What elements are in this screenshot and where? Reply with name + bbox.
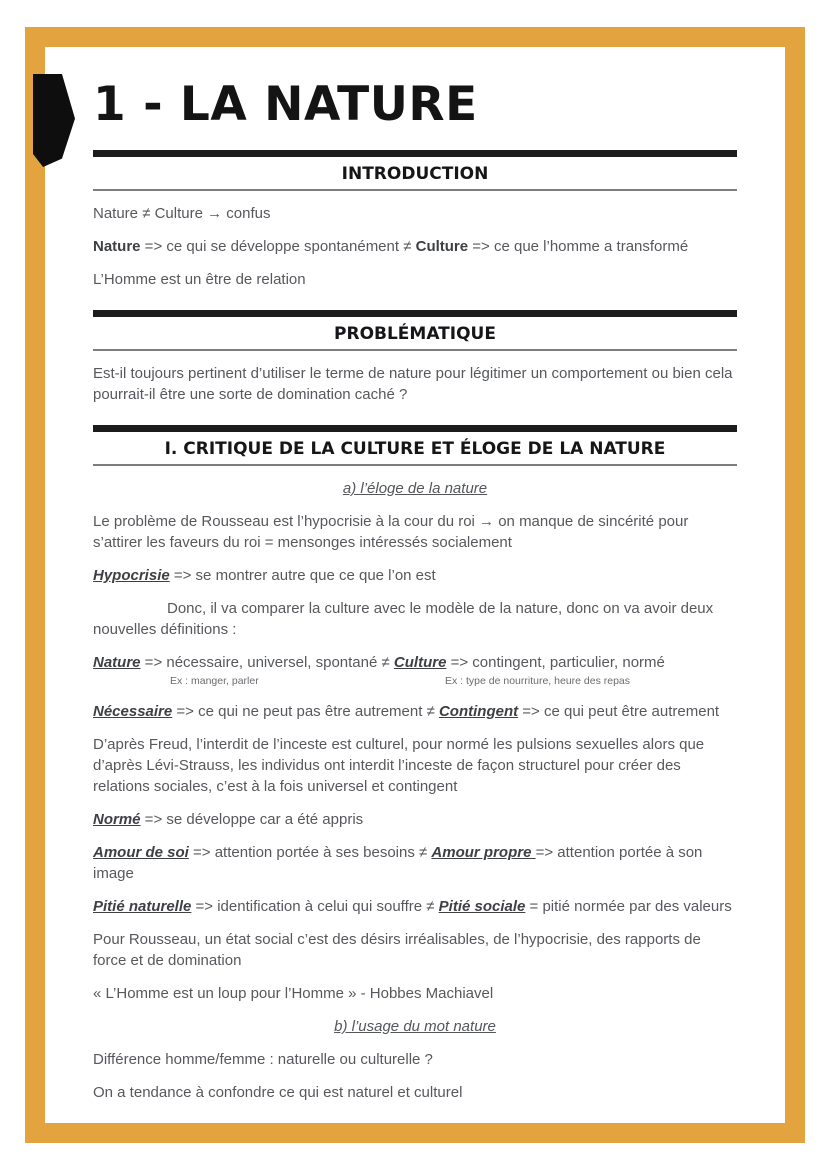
- definition-nature-text-2: => contingent, particulier, normé: [446, 654, 665, 671]
- intro-line-2-text-1: => ce qui se développe spontanément ≠: [140, 238, 416, 255]
- paragraph-donc-text: Donc, il va comparer la culture avec le modèle de la nature, donc on va avoir deux nouvelles définitions :: [93, 600, 714, 638]
- definition-necessaire-contingent: [93, 701, 737, 722]
- definition-pitie-text-2: = pitié normée par des valeurs: [525, 898, 732, 915]
- quote-hobbes-text: « L’Homme est un loup pour l’Homme » - Hobbes Machiavel: [93, 985, 494, 1002]
- section-heading-problematique: PROBLÉMATIQUE: [93, 310, 737, 351]
- term-pitie-naturelle: Pitié naturelle: [93, 898, 192, 915]
- section-heading-introduction: INTRODUCTION: [93, 150, 737, 191]
- paragraph-freud: [93, 734, 737, 797]
- term-amour-de-soi: Amour de soi: [93, 844, 189, 861]
- page-title: 1 - LA NATURE: [93, 77, 478, 132]
- intro-line-1: [93, 203, 737, 224]
- intro-line-3-text: L’Homme est un être de relation: [93, 271, 306, 288]
- term-nature: Nature: [93, 238, 141, 255]
- definition-amour-text-2: => attention portée à son image: [93, 844, 703, 882]
- definition-amour-text-1: => attention portée à ses besoins ≠: [188, 844, 432, 861]
- problematique-question: [93, 363, 737, 405]
- paragraph-rousseau: [93, 511, 737, 553]
- paragraph-etat-social-text: Pour Rousseau, un état social c’est des désirs irréalisables, de l’hypocrisie, des rapports de force et de domination: [93, 931, 701, 969]
- paragraph-rousseau-text: Le problème de Rousseau est l’hypocrisie à la cour du roi → on manque de sincérité pour s’attirer les faveurs du roi = mensonges intéressés socialement: [93, 513, 689, 551]
- problematique-question-text: Est-il toujours pertinent d’utiliser le terme de nature pour légitimer un comportement ou bien cela pourrait-il être une sorte de domination caché ?: [93, 365, 733, 403]
- paragraph-freud-text: D’après Freud, l’interdit de l’inceste est culturel, pour normé les pulsions sexuelles alors que d’après Lévi-Strauss, les individus ont interdit l’inceste de façon structurel pour créer des relations sociales, c’est à la fois universel et contingent: [93, 736, 705, 795]
- definition-necessaire-text-1: => ce qui ne peut pas être autrement ≠: [172, 703, 439, 720]
- example-culture: Ex : type de nourriture, heure des repas: [445, 675, 631, 687]
- definition-pitie: [93, 896, 737, 917]
- definition-norme: [93, 809, 737, 830]
- paragraph-etat-social: [93, 929, 737, 971]
- definition-pitie-text-1: => identification à celui qui souffre ≠: [191, 898, 439, 915]
- definition-nature-culture: [93, 652, 737, 673]
- subsection-heading-a: a) l’éloge de la nature: [342, 480, 488, 497]
- definition-necessaire-text-2: => ce qui peut être autrement: [518, 703, 720, 720]
- paragraph-difference-text: Différence homme/femme : naturelle ou culturelle ?: [93, 1051, 433, 1068]
- definition-norme-text: => se développe car a été appris: [140, 811, 364, 828]
- term-contingent: Contingent: [438, 703, 519, 720]
- examples-row: [93, 675, 737, 689]
- paragraph-tendance: [93, 1082, 737, 1103]
- term-pitie-sociale: Pitié sociale: [438, 898, 526, 915]
- term-norme: Normé: [93, 811, 141, 828]
- term-culture: Culture: [415, 238, 469, 255]
- definition-amour: [93, 842, 737, 884]
- term-nature-def: Nature: [93, 654, 141, 671]
- quote-hobbes: [93, 983, 737, 1004]
- paragraph-difference: [93, 1049, 737, 1070]
- term-culture-def: Culture: [393, 654, 447, 671]
- paragraph-donc: [93, 598, 737, 640]
- definition-hypocrisie: [93, 565, 737, 586]
- definition-nature-text-1: => nécessaire, universel, spontané ≠: [140, 654, 394, 671]
- intro-line-2: [93, 236, 737, 257]
- term-necessaire: Nécessaire: [93, 703, 173, 720]
- example-nature: Ex : manger, parler: [170, 675, 259, 687]
- paragraph-tendance-text: On a tendance à confondre ce qui est naturel et culturel: [93, 1084, 463, 1101]
- document-content: [93, 77, 737, 1103]
- definition-hypocrisie-text: => se montrer autre que ce que l’on est: [169, 567, 436, 584]
- subsection-heading-b: b) l’usage du mot nature: [334, 1018, 496, 1035]
- term-hypocrisie: Hypocrisie: [93, 567, 170, 584]
- intro-line-1-text: Nature ≠ Culture → confus: [93, 205, 271, 222]
- intro-line-2-text-2: => ce que l’homme a transformé: [468, 238, 689, 255]
- section-heading-part1: I. CRITIQUE DE LA CULTURE ET ÉLOGE DE LA NATURE: [93, 425, 737, 466]
- intro-line-3: [93, 269, 737, 290]
- term-amour-propre: Amour propre: [431, 844, 536, 861]
